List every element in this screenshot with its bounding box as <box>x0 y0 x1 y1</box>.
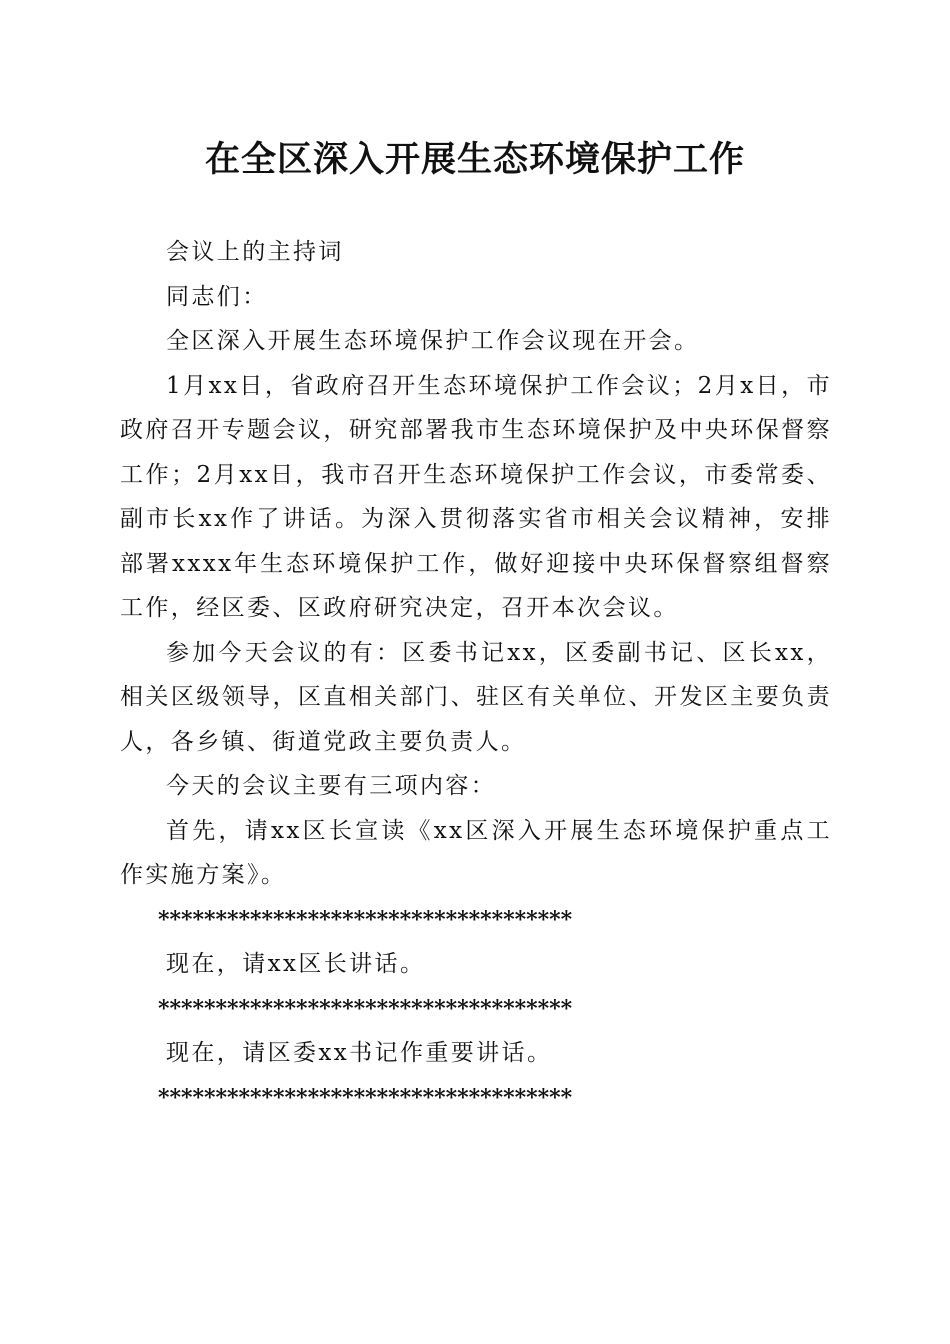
separator-stars: ************************************ <box>158 1084 573 1111</box>
separator-stars: ************************************ <box>158 906 573 933</box>
paragraph-agenda-intro: 今天的会议主要有三项内容： <box>166 773 497 799</box>
paragraph-opening: 全区深入开展生态环境保护工作会议现在开会。 <box>166 328 700 354</box>
document-title: 在全区深入开展生态环境保护工作 <box>204 139 745 180</box>
separator-stars: ************************************ <box>158 995 573 1022</box>
paragraph-background: 1月xx日，省政府召开生态环境保护工作会议；2月x日，市政府召开专题会议，研究部署我市生态环境保护及中央环保督察工作；2月xx日，我市召开生态环境保护工作会议，市委常委、副市长xx作了讲话。为深入贯彻落实省市相关会议精神，安排部署xxxx年生态环境保护工作，做好迎接中央环保督察组督察工作，经区委、区政府研究决定，召开本次会议。 <box>120 372 832 621</box>
paragraph-heading-subtitle: 会议上的主持词 <box>166 239 344 265</box>
paragraph-agenda-first: 首先，请xx区长宣读《xx区深入开展生态环境保护重点工作实施方案》。 <box>120 817 832 888</box>
paragraph-salutation: 同志们： <box>166 283 268 310</box>
document-body <box>120 230 832 1120</box>
paragraph-agenda-third: 现在，请区委xx书记作重要讲话。 <box>166 1040 553 1066</box>
paragraph-attendees: 参加今天会议的有：区委书记xx，区委副书记、区长xx，相关区级领导，区直相关部门、驻区有关单位、开发区主要负责人，各乡镇、街道党政主要负责人。 <box>120 639 832 755</box>
paragraph-agenda-second: 现在，请xx区长讲话。 <box>166 951 426 977</box>
